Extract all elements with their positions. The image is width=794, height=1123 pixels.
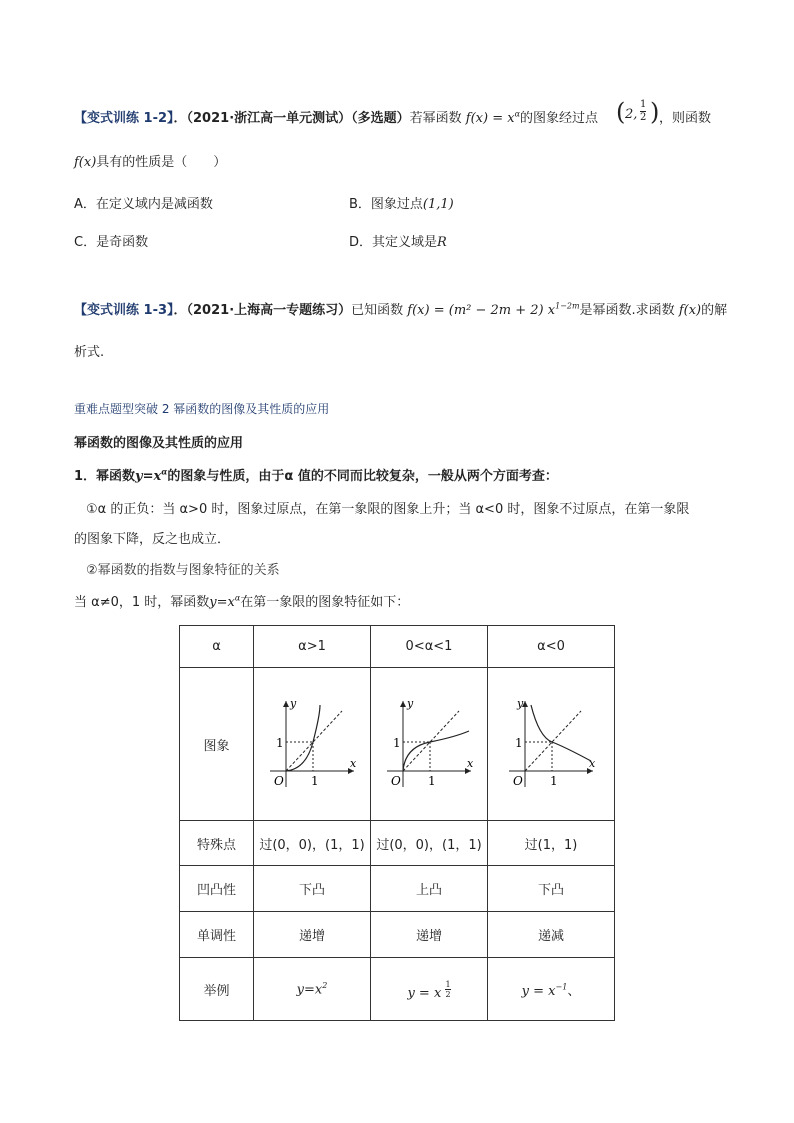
graph-alpha-gt-1: [254, 668, 371, 821]
power-function-properties-table: [179, 625, 615, 1021]
example-cell-3: $y = x^{-1}$、: [488, 958, 615, 1021]
special-cell: 过(0，0)，(1，1): [371, 821, 488, 866]
special-cell: 过(1，1): [488, 821, 615, 866]
convex-cell: 下凸: [488, 866, 615, 912]
point-coordinate: 2,: [625, 107, 638, 122]
section-title: 幂函数的图像及其性质的应用: [74, 436, 244, 451]
point-paren-left: (: [616, 98, 626, 126]
table-intro: 当 α≠0，1 时，幂函数$y=x^\alpha$在第一象限的图象特征如下：: [74, 593, 410, 610]
option-d: D．其定义域是R: [349, 235, 447, 250]
svg-text:y: y: [290, 696, 297, 710]
mono-cell: 递减: [488, 912, 615, 958]
exercise-stem: 的图象经过点: [519, 111, 598, 126]
graph-alpha-between: [371, 668, 488, 821]
item-2: ②幂函数的指数与图象特征的关系: [86, 563, 280, 578]
exercise-1-3-line1: 【变式训练 1-3】．（2021·上海高一专题练习）已知函数 f(x) = (m² − 2m + 2) $x^{1-2m}$是幂函数.求函数 f(x)的解: [74, 301, 728, 318]
convex-cell: 下凸: [254, 866, 371, 912]
item-1-line1: ①α 的正负：当 α>0 时，图象过原点，在第一象限的图象上升；当 α<0 时，图象不过原点，在第一象限: [86, 502, 690, 517]
svg-text:x: x: [467, 756, 474, 770]
graph-alpha-lt-0: [488, 668, 615, 821]
example-cell-1: $y=x^2$: [254, 958, 371, 1021]
convex-label: 凹凸性: [180, 866, 254, 912]
option-c: C．是奇函数: [74, 235, 149, 250]
mono-label: 单调性: [180, 912, 254, 958]
example-label: 举例: [180, 958, 254, 1021]
power-function-formula: f(x) = (m² − 2m + 2) $x^{1-2m}$: [407, 301, 580, 318]
exercise-stem: 若幂函数: [409, 111, 462, 126]
special-cell: 过(0，0)，(1，1): [254, 821, 371, 866]
svg-text:1: 1: [276, 735, 284, 750]
exercise-source: ．（2021·浙江高一单元测试）（多选题）: [173, 111, 410, 126]
convex-cell: 上凸: [371, 866, 488, 912]
point-paren-right: ): [650, 98, 660, 126]
exercise-tag: 【变式训练 1-2】: [74, 111, 174, 126]
convexity-row: [180, 866, 615, 912]
exercise-1-2-line1: [74, 107, 598, 126]
convex-up-growth-graph: [262, 695, 362, 790]
table-header-row: [180, 626, 615, 668]
mono-cell: 递增: [254, 912, 371, 958]
header-alpha-lt-0: α<0: [488, 626, 615, 668]
graph-label: 图象: [180, 668, 254, 821]
svg-text:O: O: [391, 773, 401, 788]
option-b: B．图象过点(1,1): [349, 197, 454, 212]
item-1-line2: 的图象下降，反之也成立．: [74, 532, 231, 547]
svg-text:1: 1: [393, 735, 401, 750]
svg-text:1: 1: [311, 773, 319, 788]
svg-text:x: x: [350, 756, 357, 770]
svg-text:y: y: [517, 696, 524, 710]
monotonicity-row: [180, 912, 615, 958]
point-1: 1．幂函数$y=x^\alpha$的图象与性质，由于α 值的不同而比较复杂，一般从两个方面考查：: [74, 466, 558, 484]
header-alpha-gt-1: α>1: [254, 626, 371, 668]
svg-text:y: y: [407, 696, 414, 710]
special-points-row: [180, 821, 615, 866]
exercise-1-2-line2: f(x)具有的性质是（ ）: [74, 155, 227, 170]
exercise-stem: ，则函数: [659, 111, 712, 126]
svg-text:O: O: [513, 773, 523, 788]
special-label: 特殊点: [180, 821, 254, 866]
section-breakthrough-heading: 重难点题型突破 2 幂函数的图像及其性质的应用: [74, 402, 330, 416]
header-alpha-between: 0<α<1: [371, 626, 488, 668]
exercise-1-3-line2: 析式.: [74, 345, 105, 360]
example-row: [180, 958, 615, 1021]
graph-row: [180, 668, 615, 821]
svg-text:O: O: [274, 773, 284, 788]
svg-text:1: 1: [428, 773, 436, 788]
example-cell-2: y = x $\frac{1}{2}$: [371, 958, 488, 1021]
option-a: A．在定义域内是减函数: [74, 197, 213, 212]
svg-text:x: x: [589, 756, 596, 770]
convex-down-growth-graph: [379, 695, 479, 790]
header-alpha: α: [180, 626, 254, 668]
point-fraction: 1 2: [640, 99, 647, 123]
mono-cell: 递增: [371, 912, 488, 958]
decreasing-graph: [501, 695, 601, 790]
svg-text:1: 1: [515, 735, 523, 750]
function-expression: $f(x) = x^\alpha$: [465, 109, 520, 126]
svg-text:1: 1: [550, 773, 558, 788]
